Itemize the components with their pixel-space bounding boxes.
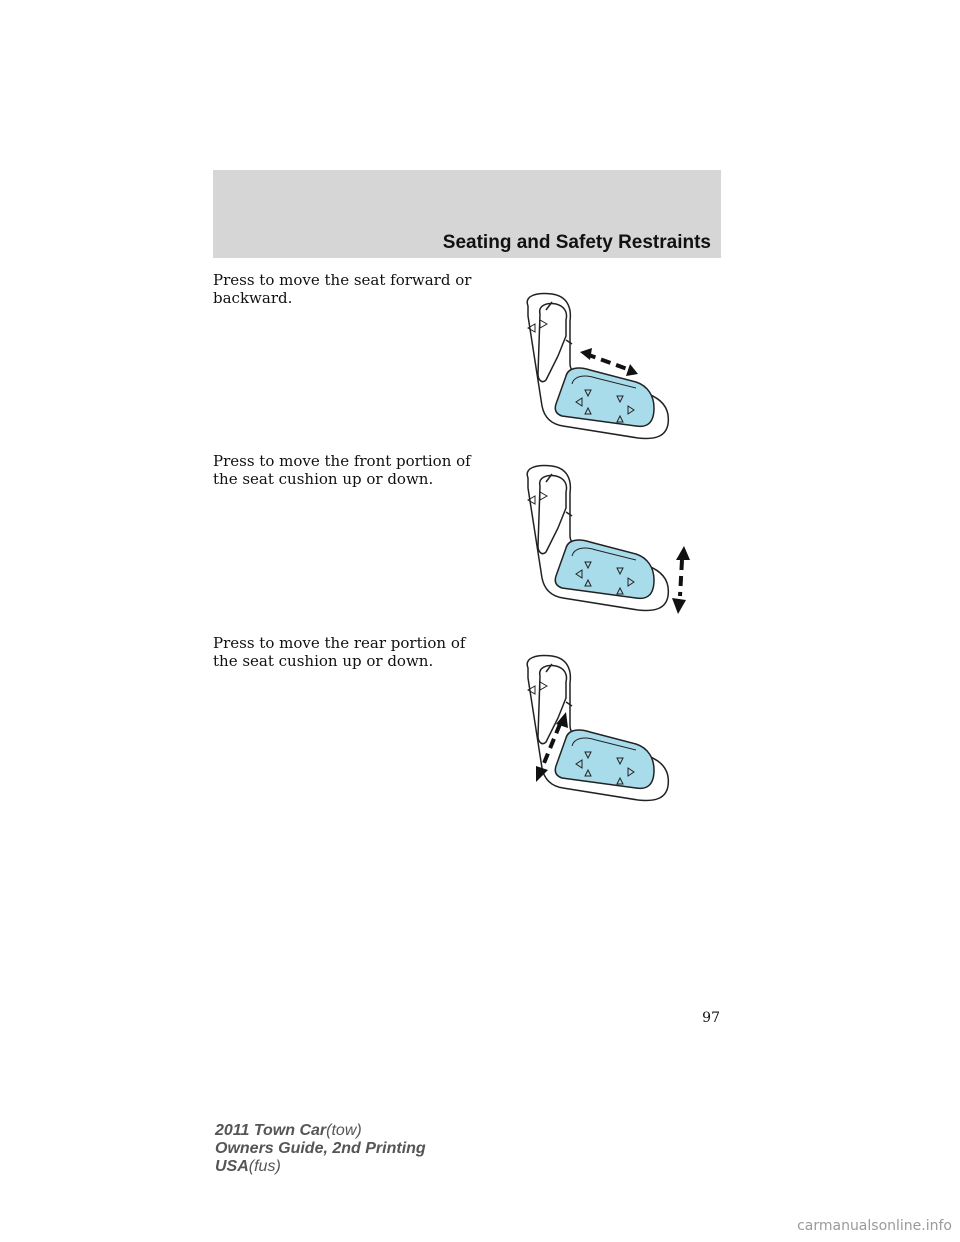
footer-model-line bbox=[215, 1122, 426, 1140]
footer bbox=[215, 1122, 426, 1176]
section-header bbox=[213, 170, 721, 258]
footer-region-code: (fus) bbox=[248, 1158, 281, 1175]
page-number: 97 bbox=[702, 1010, 720, 1026]
footer-model-code: (tow) bbox=[326, 1122, 362, 1139]
instruction-line: the seat cushion up or down. bbox=[213, 652, 434, 670]
section-title: Seating and Safety Restraints bbox=[442, 232, 711, 253]
watermark-link[interactable]: carmanualsonline.info bbox=[797, 1218, 952, 1234]
instruction-line: Press to move the front portion of bbox=[213, 452, 471, 470]
footer-guide: Owners Guide, 2nd Printing bbox=[215, 1140, 426, 1157]
footer-region: USA bbox=[215, 1158, 249, 1175]
instruction-line: Press to move the seat forward or bbox=[213, 271, 472, 289]
instruction-line: the seat cushion up or down. bbox=[213, 470, 434, 488]
seat-control-forward-backward-icon bbox=[498, 276, 708, 456]
footer-region-line bbox=[215, 1158, 426, 1176]
seat-control-rear-cushion-icon bbox=[498, 638, 708, 818]
instruction-forward-backward bbox=[213, 271, 473, 307]
instruction-line: backward. bbox=[213, 289, 293, 307]
instruction-line: Press to move the rear portion of bbox=[213, 634, 466, 652]
seat-control-front-cushion-icon bbox=[498, 448, 708, 628]
instruction-front-cushion bbox=[213, 452, 473, 488]
footer-model: 2011 Town Car bbox=[215, 1122, 327, 1139]
instruction-rear-cushion bbox=[213, 634, 473, 670]
